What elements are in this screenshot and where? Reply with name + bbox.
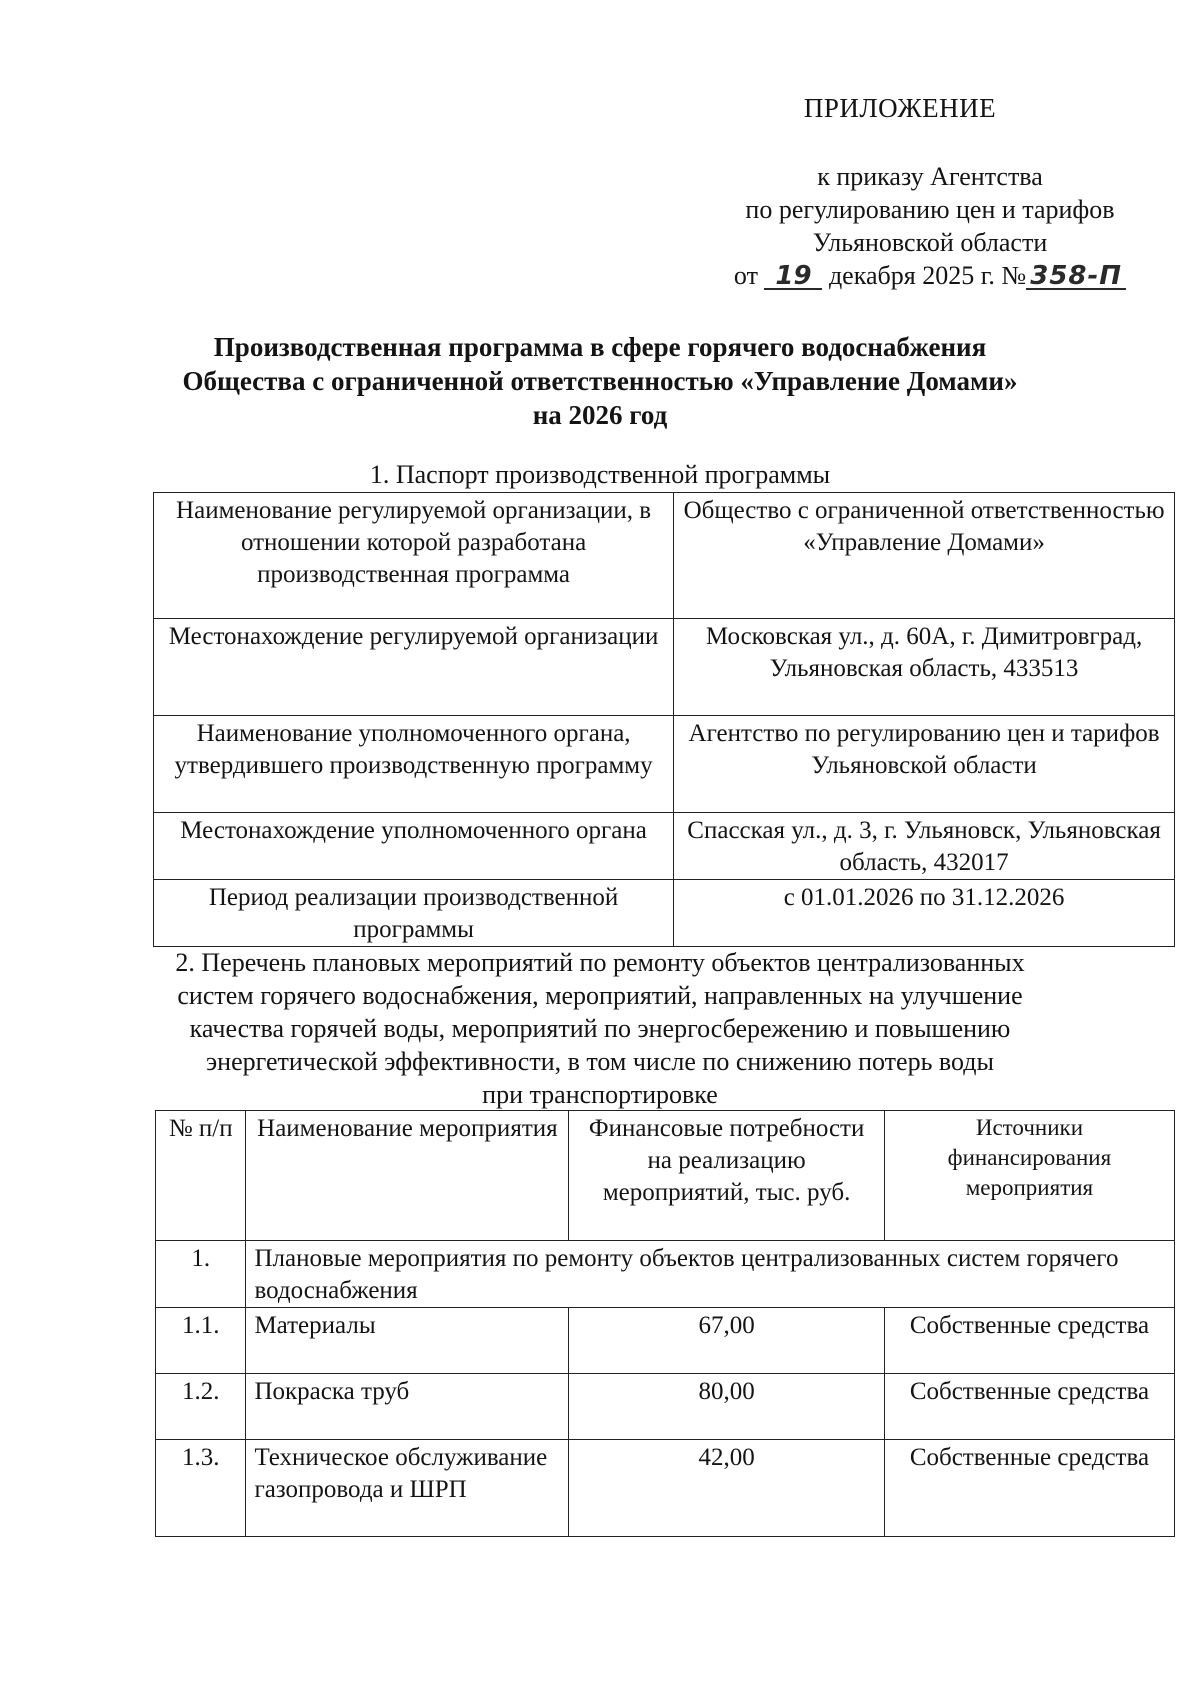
passport-table xyxy=(153,492,1175,947)
row-source: Собственные средства xyxy=(884,1440,1174,1537)
row-name: Материалы xyxy=(246,1308,569,1374)
passport-row xyxy=(154,880,1175,947)
row-num: 1.1. xyxy=(156,1308,246,1374)
passport-value: Спасская ул., д. 3, г. Ульяновск, Ульяновская область, 432017 xyxy=(674,813,1175,880)
passport-value: Агентство по регулированию цен и тарифов Ульяновской области xyxy=(674,716,1175,813)
row-num: 1.2. xyxy=(156,1374,246,1440)
title-line: Производственная программа в сфере горячего водоснабжения xyxy=(213,332,987,362)
appendix-note-line: по регулированию цен и тарифов xyxy=(745,195,1115,224)
title-line: на 2026 год xyxy=(532,400,668,430)
section2-heading xyxy=(80,946,1120,1111)
passport-value: Общество с ограниченной ответственностью «Управление Домами» xyxy=(674,493,1175,619)
title-line: Общества с ограниченной ответственностью «Управление Домами» xyxy=(182,366,1018,396)
passport-row xyxy=(154,619,1175,716)
section2-heading-line: 2. Перечень плановых мероприятий по ремонту объектов централизованных xyxy=(175,948,1025,977)
measures-group-row xyxy=(156,1241,1175,1308)
group-num: 1. xyxy=(156,1241,246,1308)
appendix-title: ПРИЛОЖЕНИЕ xyxy=(803,93,997,123)
col-header-finance: Финансовые потребности на реализацию мероприятий, тыс. руб. xyxy=(569,1111,885,1241)
passport-label: Наименование уполномоченного органа, утвердившего производственную программу xyxy=(154,716,674,813)
row-num: 1.3. xyxy=(156,1440,246,1537)
appendix-note xyxy=(700,160,1160,292)
table-row xyxy=(156,1440,1175,1537)
passport-value: с 01.01.2026 по 31.12.2026 xyxy=(674,880,1175,947)
date-prefix: от xyxy=(733,261,758,290)
handwritten-order-number: 358-П xyxy=(1026,264,1126,290)
table-row xyxy=(156,1308,1175,1374)
passport-label: Местонахождение уполномоченного органа xyxy=(154,813,674,880)
measures-header-row xyxy=(156,1111,1175,1241)
passport-value: Московская ул., д. 60А, г. Димитровград, Ульяновская область, 433513 xyxy=(674,619,1175,716)
section2-heading-line: при транспортировке xyxy=(482,1080,718,1109)
row-finance: 42,00 xyxy=(569,1440,885,1537)
section2-heading-line: систем горячего водоснабжения, мероприятий, направленных на улучшение xyxy=(177,981,1023,1010)
document-title xyxy=(150,330,1050,432)
appendix-note-line: Ульяновской области xyxy=(812,228,1048,257)
order-date-line xyxy=(700,259,1160,292)
passport-label: Местонахождение регулируемой организации xyxy=(154,619,674,716)
col-header-num: № п/п xyxy=(156,1111,246,1241)
col-header-source: Источники финансирования мероприятия xyxy=(884,1111,1174,1241)
row-source: Собственные средства xyxy=(884,1374,1174,1440)
passport-label: Наименование регулируемой организации, в отношении которой разработана производственная программа xyxy=(154,493,674,619)
handwritten-day: 19 xyxy=(764,264,822,290)
col-header-name: Наименование мероприятия xyxy=(246,1111,569,1241)
row-finance: 80,00 xyxy=(569,1374,885,1440)
measures-table xyxy=(155,1110,1175,1537)
passport-row xyxy=(154,493,1175,619)
row-name: Покраска труб xyxy=(246,1374,569,1440)
section1-heading: 1. Паспорт производственной программы xyxy=(369,460,831,489)
appendix-note-line: к приказу Агентства xyxy=(817,162,1043,191)
group-title: Плановые мероприятия по ремонту объектов централизованных систем горячего водоснабжения xyxy=(246,1241,1175,1308)
row-name: Техническое обслуживание газопровода и ШРП xyxy=(246,1440,569,1537)
row-source: Собственные средства xyxy=(884,1308,1174,1374)
table-row xyxy=(156,1374,1175,1440)
passport-label: Период реализации производственной программы xyxy=(154,880,674,947)
date-rest: декабря 2025 г. № xyxy=(828,261,1027,290)
passport-row xyxy=(154,813,1175,880)
section2-heading-line: качества горячей воды, мероприятий по энергосбережению и повышению xyxy=(189,1014,1011,1043)
section2-heading-line: энергетической эффективности, в том числе по снижению потерь воды xyxy=(206,1047,994,1076)
passport-row xyxy=(154,716,1175,813)
row-finance: 67,00 xyxy=(569,1308,885,1374)
